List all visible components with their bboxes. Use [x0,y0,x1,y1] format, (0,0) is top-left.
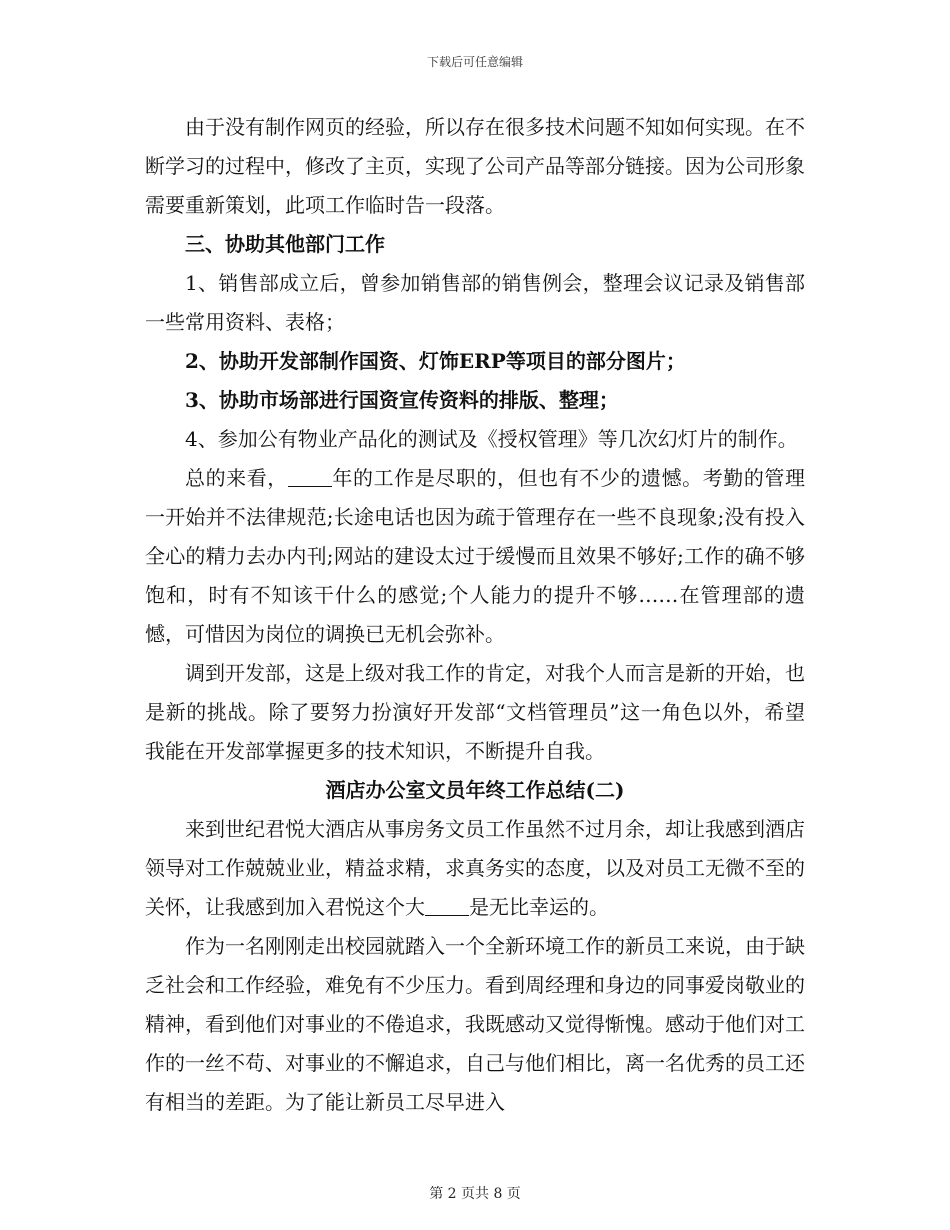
list-item: 2、协助开发部制作国资、灯饰ERP等项目的部分图片； [185,349,686,373]
paragraph: 由于没有制作网页的经验，所以存在很多技术问题不知如何实现。在不断学习的过程中，修改了主页，实现了公司产品等部分链接。因为公司形象需要重新策划，此项工作临时告一段落。 [145,115,805,217]
paragraph [145,810,805,927]
text-segment: 年的工作是尽职的，但也有不少的遗憾。考勤的管理一开始并不法律规范;长途电话也因为疏于管理存在一些不良现象;没有投入全心的精力去办内刊;网站的建设太过于缓慢而且效果不够好;工作的确不够饱和，时有不知该干什么的感觉;个人能力的提升不够……在管理部的遗憾，可惜因为岗位的调换已无机会弥补。 [145,466,806,646]
list-item: 3、协助市场部进行国资宣传资料的排版、整理； [185,388,619,412]
blank-line [425,895,469,916]
paragraph: 作为一名刚刚走出校园就踏入一个全新环境工作的新员工来说，由于缺乏社会和工作经验，难免有不少压力。看到周经理和身边的同事爱岗敬业的精神，看到他们对事业的不倦追求，我既感动又觉得惭愧。感动于他们对工作的一丝不苟、对事业的不懈追求，自己与他们相比，离一名优秀的员工还有相当的差距。为了能让新员工尽早进入 [145,934,805,1114]
document-title: 酒店办公室文员年终工作总结(二) [325,778,625,802]
text-segment: 总的来看， [185,466,288,490]
text-segment: 来到世纪君悦大酒店从事房务文员工作虽然不过月余，却让我感到酒店领导对工作兢兢业业，精益求精，求真务实的态度，以及对员工无微不至的关怀，让我感到加入君悦这个大 [145,817,805,919]
page-footer: 第 2 页共 8 页 [429,1186,521,1202]
list-item: 1、销售部成立后，曾参加销售部的销售例会，整理会议记录及销售部一些常用资料、表格； [145,271,805,334]
text-segment: 是无比幸运的。 [469,895,609,919]
section-heading: 三、协助其他部门工作 [185,232,385,256]
blank-line [288,466,332,487]
page-header: 下载后可任意编辑 [426,55,523,69]
paragraph: 调到开发部，这是上级对我工作的肯定，对我个人而言是新的开始，也是新的挑战。除了要努力扮演好开发部“文档管理员”这一角色以外，希望我能在开发部掌握更多的技术知识，不断提升自我。 [145,661,805,763]
document-body [145,108,805,1122]
list-item: 4、参加公有物业产品化的测试及《授权管理》等几次幻灯片的制作。 [185,427,798,451]
paragraph [145,459,805,654]
